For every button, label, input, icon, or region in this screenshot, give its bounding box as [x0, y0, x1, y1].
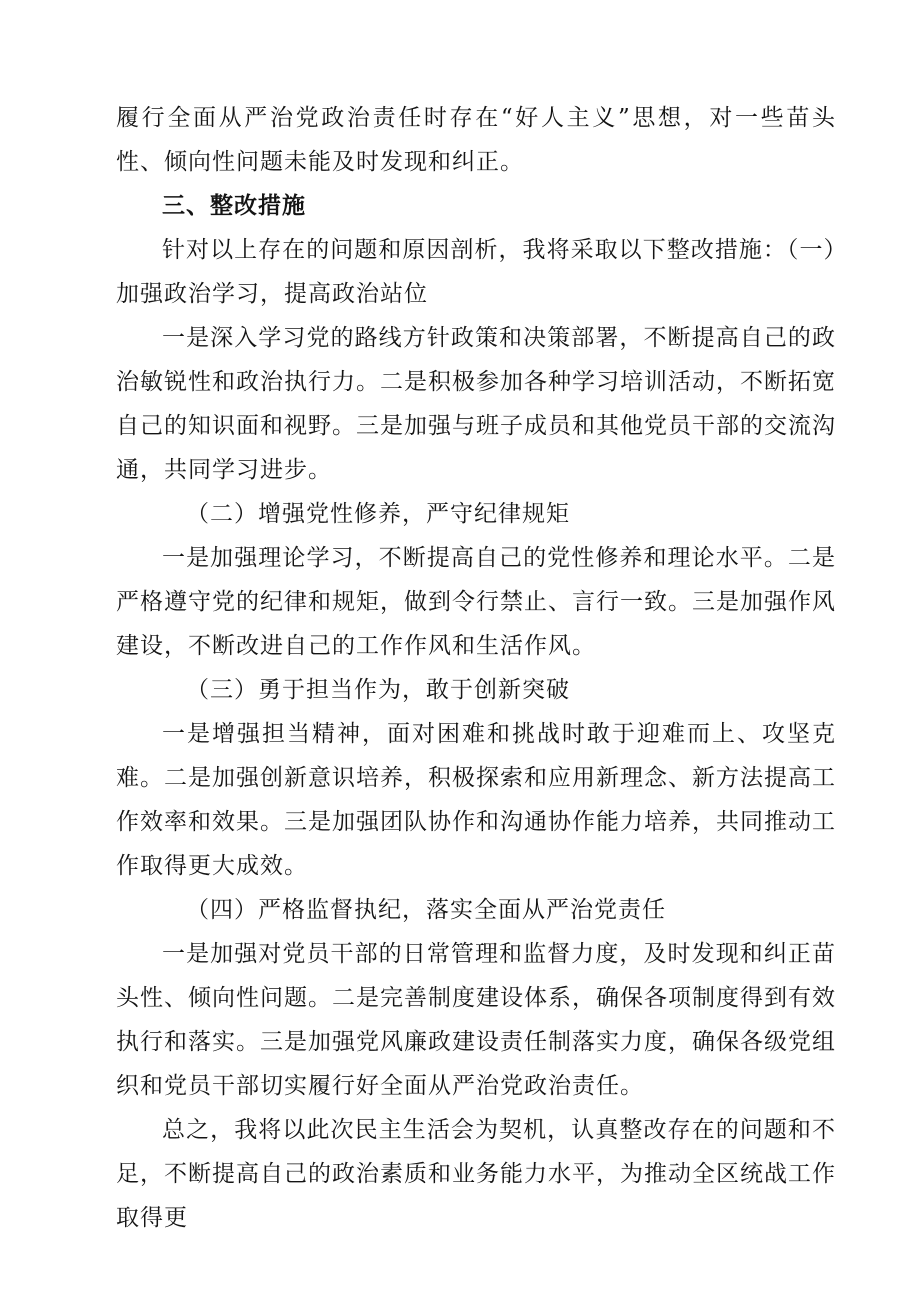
paragraph-continuation: 履行全面从严治党政治责任时存在“好人主义”思想，对一些苗头性、倾向性问题未能及时发现和纠正。 — [116, 105, 836, 175]
subheading-party-spirit: （二）增强党性修养，严守纪律规矩 — [186, 501, 570, 527]
paragraph-supervision-discipline: 一是加强对党员干部的日常管理和监督力度，及时发现和纠正苗头性、倾向性问题。二是完善制度建设体系，确保各项制度得到有效执行和落实。三是加强党风廉政建设责任制落实力度，确保各级党组织和党员干部切实履行好全面从严治党政治责任。 — [116, 941, 836, 1099]
subheading-supervision-discipline: （四）严格监督执纪，落实全面从严治党责任 — [186, 897, 666, 923]
subheading-responsibility-innovation: （三）勇于担当作为，敢于创新突破 — [186, 677, 570, 703]
paragraph-conclusion: 总之，我将以此次民主生活会为契机，认真整改存在的问题和不足，不断提高自己的政治素质和业务能力水平，为推动全区统战工作取得更 — [116, 1117, 836, 1231]
section-heading-rectification-measures: 三、整改措施 — [162, 193, 306, 219]
paragraph-intro-measures: 针对以上存在的问题和原因剖析，我将采取以下整改措施：（一）加强政治学习，提高政治站位 — [116, 237, 836, 307]
paragraph-responsibility-innovation: 一是增强担当精神，面对困难和挑战时敢于迎难而上、攻坚克难。二是加强创新意识培养，积极探索和应用新理念、新方法提高工作效率和效果。三是加强团队协作和沟通协作能力培养，共同推动工作取得更大成效。 — [116, 721, 836, 879]
paragraph-political-study: 一是深入学习党的路线方针政策和决策部署，不断提高自己的政治敏锐性和政治执行力。二是积极参加各种学习培训活动，不断拓宽自己的知识面和视野。三是加强与班子成员和其他党员干部的交流沟通，共同学习进步。 — [116, 325, 836, 483]
paragraph-party-spirit: 一是加强理论学习，不断提高自己的党性修养和理论水平。二是严格遵守党的纪律和规矩，做到令行禁止、言行一致。三是加强作风建设，不断改进自己的工作作风和生活作风。 — [116, 545, 836, 659]
document-body — [116, 96, 836, 1240]
